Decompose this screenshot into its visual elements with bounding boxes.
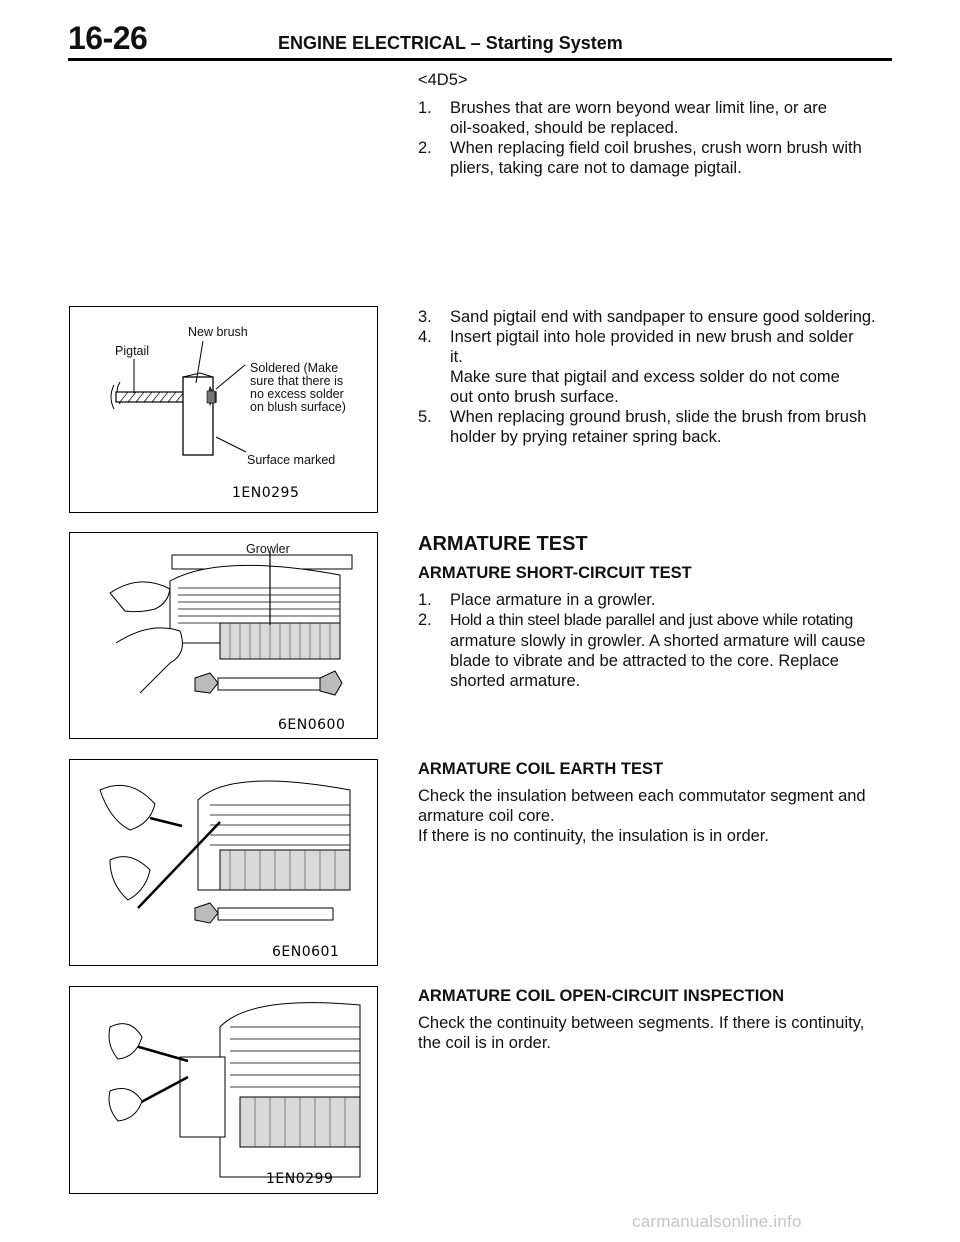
section-title: ENGINE ELECTRICAL – Starting System [278,33,623,53]
coil-earth-text-2: armature coil core. [418,807,555,825]
item-text: When replacing field coil brushes, crush worn brush with [450,139,862,157]
coil-earth-text-1: Check the insulation between each commutator segment and [418,787,866,805]
figure-code: 6EN0601 [272,944,340,960]
item-number: 3. [418,308,432,326]
coil-earth-test-title: ARMATURE COIL EARTH TEST [418,760,664,778]
coil-earth-text-3: If there is no continuity, the insulation is in order. [418,827,769,845]
item-number: 5. [418,408,432,426]
armature-test-heading: ARMATURE TEST [418,533,588,555]
item-continuation: out onto brush surface. [450,388,619,406]
engine-tag: <4D5> [418,71,468,89]
list-item [418,590,892,610]
list-item [418,407,892,427]
list-item [418,610,892,631]
coil-earth-section [418,759,892,846]
open-circuit-inspection-title: ARMATURE COIL OPEN-CIRCUIT INSPECTION [418,987,785,1005]
item-text: Brushes that are worn beyond wear limit line, or are [450,99,827,117]
item-continuation: blade to vibrate and be attracted to the core. Replace [450,652,839,670]
watermark: carmanualsonline.info [632,1212,802,1231]
brush-steps-1-2 [418,70,892,178]
item-number: 1. [418,591,432,609]
label-soldered-3: no excess solder [250,387,344,401]
item-number: 1. [418,99,432,117]
item-continuation: armature slowly in growler. A shorted armature will cause [450,632,866,650]
item-continuation: oil-soaked, should be replaced. [450,119,679,137]
item-text: Place armature in a growler. [450,591,656,609]
item-text: Sand pigtail end with sandpaper to ensure good soldering. [450,308,876,326]
growler-illustration [70,533,377,738]
label-surface-marked: Surface marked [247,453,336,467]
figure-growler-test [69,532,378,739]
label-new-brush: New brush [188,325,248,339]
list-item [418,98,892,118]
label-growler: Growler [246,542,290,556]
figure-code: 1EN0295 [232,485,300,501]
label-soldered-1: Soldered (Make [250,361,339,375]
label-soldered-2: sure that there is [250,374,344,388]
coil-earth-illustration [70,760,377,965]
armature-short-circuit-section [418,532,892,691]
item-continuation: holder by prying retainer spring back. [450,428,722,446]
item-text: Hold a thin steel blade parallel and just above while rotating [450,612,854,629]
open-circuit-illustration [70,987,377,1193]
item-continuation: Make sure that pigtail and excess solder do not come [450,368,840,386]
figure-code: 6EN0600 [278,717,346,733]
list-item [418,327,892,347]
open-circuit-text-1: Check the continuity between segments. If there is continuity, [418,1014,865,1032]
label-soldered-4: on blush surface) [250,400,346,414]
item-number: 2. [418,611,432,629]
figure-brush-soldering [69,306,378,513]
open-circuit-section [418,986,892,1053]
item-continuation: pliers, taking care not to damage pigtail. [450,159,742,177]
list-item [418,138,892,158]
header-rule [68,58,892,61]
item-number: 2. [418,139,432,157]
label-pigtail: Pigtail [115,344,150,358]
short-circuit-test-title: ARMATURE SHORT-CIRCUIT TEST [418,564,692,582]
figure-code: 1EN0299 [266,1171,334,1187]
item-number: 4. [418,328,432,346]
brush-steps-3-5 [418,307,892,447]
list-item [418,307,892,327]
page-number: 16-26 [68,20,148,56]
item-continuation: shorted armature. [450,672,581,690]
figure-open-circuit-inspection [69,986,378,1194]
open-circuit-text-2: the coil is in order. [418,1034,551,1052]
item-text: When replacing ground brush, slide the brush from brush [450,408,867,426]
item-text: Insert pigtail into hole provided in new brush and solder [450,328,854,346]
item-continuation: it. [450,348,463,366]
figure-coil-earth-test [69,759,378,966]
